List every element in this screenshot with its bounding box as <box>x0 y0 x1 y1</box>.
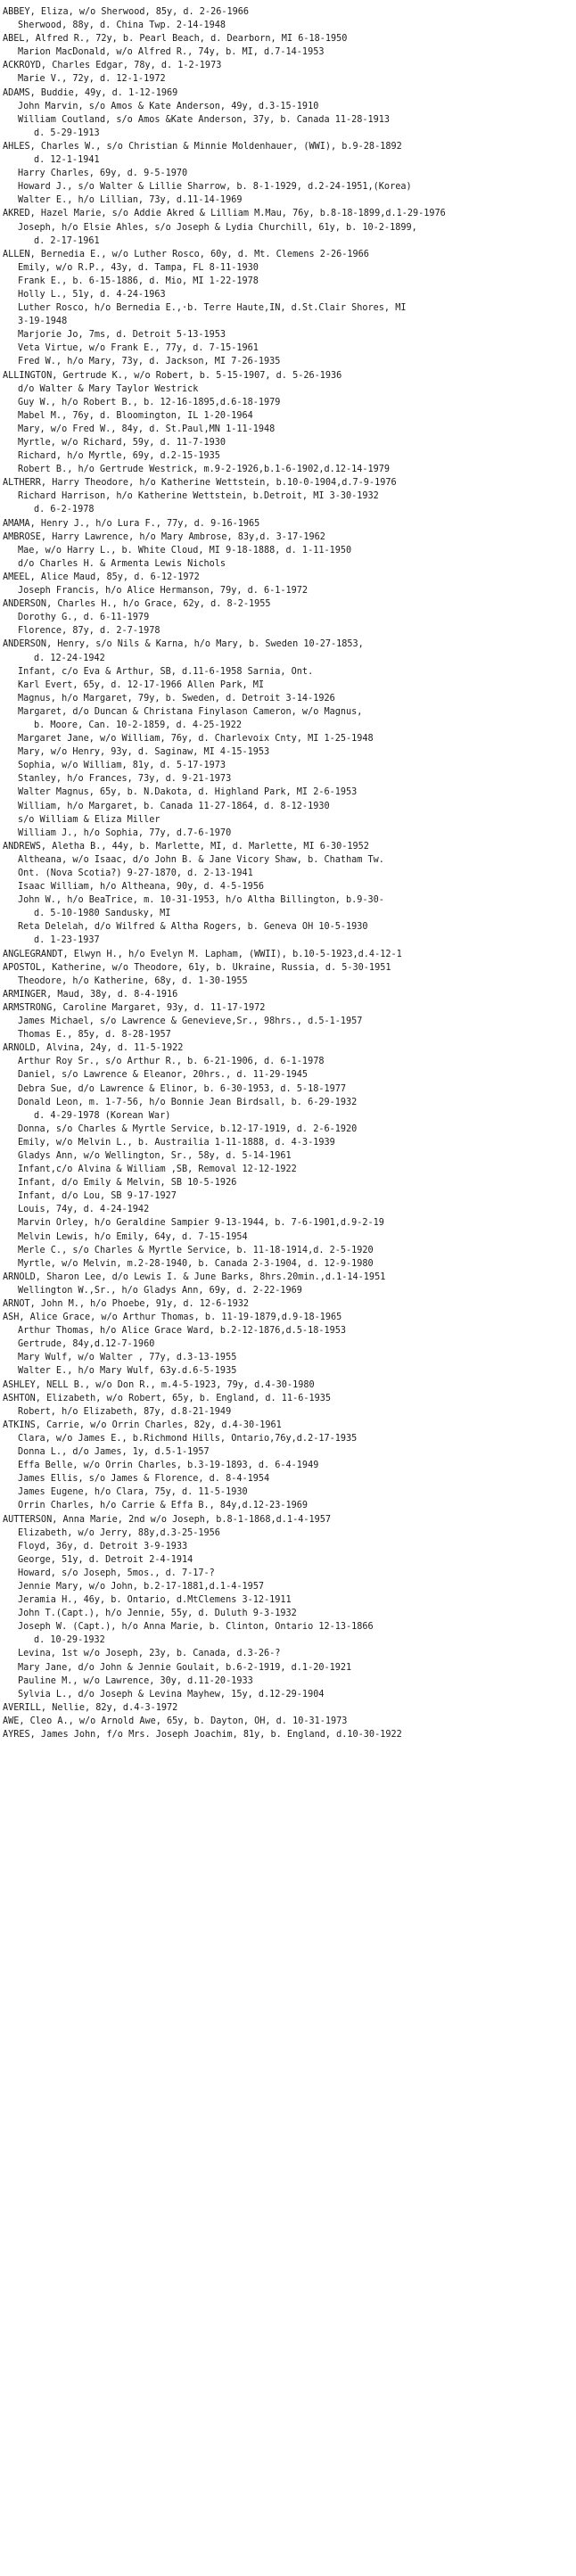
family-member-line: Magnus, h/o Margaret, 79y, b. Sweden, d. Detroit 3-14-1926 <box>18 693 335 704</box>
family-member-line: d/o Charles H. & Armenta Lewis Nichols <box>18 558 226 569</box>
surname-entry-line: ARNOLD, Sharon Lee, d/o Lewis I. & June Barks, 8hrs.20min.,d.1-14-1951 <box>3 1272 386 1282</box>
family-member-line: d/o Walter & Mary Taylor Westrick <box>18 383 199 394</box>
continuation-line: d. 6-2-1978 <box>34 505 95 515</box>
family-member-line: Florence, 87y, d. 2-7-1978 <box>18 626 160 637</box>
family-member-line: John W., h/o BeaTrice, m. 10-31-1953, h/o Altha Billington, b.9-30- <box>18 895 384 906</box>
family-member-line: Karl Evert, 65y, d. 12-17-1966 Allen Park, MI <box>18 679 265 690</box>
surname-entry-line: AUTTERSON, Anna Marie, 2nd w/o Joseph, b.8-1-1868,d.1-4-1957 <box>3 1514 332 1525</box>
family-member-line: Sherwood, 88y, d. China Twp. 2-14-1948 <box>18 21 226 31</box>
family-member-line: Dorothy G., d. 6-11-1979 <box>18 613 150 623</box>
family-member-line: Arthur Roy Sr., s/o Arthur R., b. 6-21-1906, d. 6-1-1978 <box>18 1057 325 1067</box>
family-member-line: Myrtle, w/o Richard, 59y, d. 11-7-1930 <box>18 438 226 448</box>
family-member-line: James Ellis, s/o James & Florence, d. 8-4-1954 <box>18 1474 270 1485</box>
continuation-line: d. 10-29-1932 <box>34 1635 105 1646</box>
family-member-line: Guy W., h/o Robert B., b. 12-16-1895,d.6-18-1979 <box>18 397 281 407</box>
family-member-line: Gertrude, 84y,d.12-7-1960 <box>18 1339 155 1350</box>
family-member-line: Clara, w/o James E., b.Richmond Hills, Ontario,76y,d.2-17-1935 <box>18 1433 358 1444</box>
continuation-line: d. 4-29-1978 (Korean War) <box>34 1110 171 1121</box>
family-member-line: Infant, c/o Eva & Arthur, SB, d.11-6-1958 Sarnia, Ont. <box>18 666 314 677</box>
family-member-line: Floyd, 36y, d. Detroit 3-9-1933 <box>18 1541 188 1551</box>
family-member-line: Louis, 74y, d. 4-24-1942 <box>18 1205 150 1215</box>
family-member-line: William Coutland, s/o Amos &Kate Anderson, 37y, b. Canada 11-28-1913 <box>18 114 391 125</box>
family-member-line: Joseph Francis, h/o Alice Hermanson, 79y, d. 6-1-1972 <box>18 586 309 597</box>
family-member-line: Howard, s/o Joseph, 5mos., d. 7-17-? <box>18 1568 215 1578</box>
family-member-line: Marjorie Jo, 7ms, d. Detroit 5-13-1953 <box>18 330 226 341</box>
family-member-line: Wellington W.,Sr., h/o Gladys Ann, 69y, d. 2-22-1969 <box>18 1285 302 1296</box>
family-member-line: George, 51y, d. Detroit 2-4-1914 <box>18 1554 193 1565</box>
surname-entry-line: ARNOT, John M., h/o Phoebe, 91y, d. 12-6-1932 <box>3 1299 250 1309</box>
surname-entry-line: AMEEL, Alice Maud, 85y, d. 6-12-1972 <box>3 572 200 582</box>
family-member-line: Infant, d/o Emily & Melvin, SB 10-5-1926 <box>18 1178 237 1189</box>
family-member-line: Walter Magnus, 65y, b. N.Dakota, d. Highland Park, MI 2-6-1953 <box>18 787 358 798</box>
family-member-line: Levina, 1st w/o Joseph, 23y, b. Canada, d.3-26-? <box>18 1649 281 1659</box>
surname-entry-line: ADAMS, Buddie, 49y, d. 1-12-1969 <box>3 87 178 98</box>
family-member-line: Jeramia H., 46y, b. Ontario, d.MtClemens 3-12-1911 <box>18 1595 292 1606</box>
family-member-line: Mary Jane, d/o John & Jennie Goulait, b.6-2-1919, d.1-20-1921 <box>18 1662 352 1673</box>
family-member-line: Altheana, w/o Isaac, d/o John B. & Jane Vicory Shaw, b. Chatham Tw. <box>18 854 384 865</box>
continuation-line: d. 1-23-1937 <box>34 935 100 946</box>
family-member-line: John Marvin, s/o Amos & Kate Anderson, 49y, d.3-15-1910 <box>18 101 319 111</box>
family-member-line: Ont. (Nova Scotia?) 9-27-1870, d. 2-13-1941 <box>18 868 253 878</box>
family-member-line: Robert B., h/o Gertrude Westrick, m.9-2-1926,b.1-6-1902,d.12-14-1979 <box>18 465 391 475</box>
surname-entry-line: ARMINGER, Maud, 38y, d. 8-4-1916 <box>3 989 178 1000</box>
surname-entry-line: ABEL, Alfred R., 72y, b. Pearl Beach, d. Dearborn, MI 6-18-1950 <box>3 34 348 45</box>
surname-entry-line: AVERILL, Nellie, 82y, d.4-3-1972 <box>3 1702 178 1713</box>
family-member-line: Thomas E., 85y, d. 8-28-1957 <box>18 1030 171 1041</box>
family-member-line: Margaret Jane, w/o William, 76y, d. Charlevoix Cnty, MI 1-25-1948 <box>18 734 374 745</box>
family-member-line: Infant,c/o Alvina & William ,SB, Removal 12-12-1922 <box>18 1165 297 1175</box>
family-member-line: Arthur Thomas, h/o Alice Grace Ward, b.2-12-1876,d.5-18-1953 <box>18 1326 347 1337</box>
surname-entry-line: ALLEN, Bernedia E., w/o Luther Rosco, 60y, d. Mt. Clemens 2-26-1966 <box>3 249 369 259</box>
family-member-line: Howard J., s/o Walter & Lillie Sharrow, b. 8-1-1929, d.2-24-1951,(Korea) <box>18 182 412 193</box>
continuation-line: d. 5-29-1913 <box>34 128 100 138</box>
surname-entry-line: ALLINGTON, Gertrude K., w/o Robert, b. 5-15-1907, d. 5-26-1936 <box>3 370 342 381</box>
family-member-line: Veta Virtue, w/o Frank E., 77y, d. 7-15-1961 <box>18 343 259 354</box>
surname-entry-line: APOSTOL, Katherine, w/o Theodore, 61y, b. Ukraine, Russia, d. 5-30-1951 <box>3 962 391 973</box>
family-member-line: Jennie Mary, w/o John, b.2-17-1881,d.1-4-1957 <box>18 1581 265 1592</box>
surname-entry-line: AWE, Cleo A., w/o Arnold Awe, 65y, b. Dayton, OH, d. 10-31-1973 <box>3 1716 348 1726</box>
family-member-line: Effa Belle, w/o Orrin Charles, b.3-19-1893, d. 6-4-1949 <box>18 1461 319 1471</box>
family-member-line: Donald Leon, m. 1-7-56, h/o Bonnie Jean Birdsall, b. 6-29-1932 <box>18 1097 358 1107</box>
family-member-line: Stanley, h/o Frances, 73y, d. 9-21-1973 <box>18 774 232 785</box>
family-member-line: Harry Charles, 69y, d. 9-5-1970 <box>18 169 188 179</box>
surname-entry-line: ASHTON, Elizabeth, w/o Robert, 65y, b. England, d. 11-6-1935 <box>3 1393 332 1403</box>
family-member-line: Frank E., b. 6-15-1886, d. Mio, MI 1-22-1978 <box>18 276 259 286</box>
family-member-line: Isaac William, h/o Altheana, 90y, d. 4-5-1956 <box>18 882 265 893</box>
family-member-line: John T.(Capt.), h/o Jennie, 55y, d. Duluth 9-3-1932 <box>18 1609 297 1619</box>
surname-entry-line: ANDREWS, Aletha B., 44y, b. Marlette, MI, d. Marlette, MI 6-30-1952 <box>3 841 369 852</box>
family-member-line: s/o William & Eliza Miller <box>18 814 160 825</box>
family-member-line: Myrtle, w/o Melvin, m.2-28-1940, b. Canada 2-3-1904, d. 12-9-1980 <box>18 1258 374 1269</box>
family-member-line: Gladys Ann, w/o Wellington, Sr., 58y, d. 5-14-1961 <box>18 1150 292 1161</box>
family-member-line: 3-19-1948 <box>18 317 68 327</box>
surname-entry-line: ARNOLD, Alvina, 24y, d. 11-5-1922 <box>3 1043 184 1054</box>
surname-entry-line: ABBEY, Eliza, w/o Sherwood, 85y, d. 2-26-1966 <box>3 7 250 17</box>
continuation-line: d. 5-10-1980 Sandusky, MI <box>34 909 171 919</box>
family-member-line: Elizabeth, w/o Jerry, 88y,d.3-25-1956 <box>18 1527 220 1538</box>
family-member-line: Emily, w/o Melvin L., b. Austrailia 1-11-1888, d. 4-3-1939 <box>18 1137 335 1148</box>
family-member-line: Marion MacDonald, w/o Alfred R., 74y, b. MI, d.7-14-1953 <box>18 47 325 58</box>
surname-entry-line: ANGLEGRANDT, Elwyn H., h/o Evelyn M. Lapham, (WWII), b.10-5-1923,d.4-12-1 <box>3 949 402 959</box>
family-member-line: James Eugene, h/o Clara, 75y, d. 11-5-1930 <box>18 1487 248 1498</box>
family-member-line: Mary, w/o Henry, 93y, d. Saginaw, MI 4-15-1953 <box>18 747 270 758</box>
surname-entry-line: AKRED, Hazel Marie, s/o Addie Akred & Lilliam M.Mau, 76y, b.8-18-1899,d.1-29-1976 <box>3 209 446 219</box>
continuation-line: b. Moore, Can. 10-2-1859, d. 4-25-1922 <box>34 720 243 730</box>
family-member-line: Margaret, d/o Duncan & Christana Finylason Cameron, w/o Magnus, <box>18 706 363 717</box>
family-member-line: Richard Harrison, h/o Katherine Wettstein, b.Detroit, MI 3-30-1932 <box>18 491 379 502</box>
continuation-line: d. 2-17-1961 <box>34 235 100 246</box>
family-member-line: Mary Wulf, w/o Walter , 77y, d.3-13-1955 <box>18 1353 237 1363</box>
family-member-line: Donna L., d/o James, 1y, d.5-1-1957 <box>18 1447 210 1458</box>
surname-entry-line: ASH, Alice Grace, w/o Arthur Thomas, b. 11-19-1879,d.9-18-1965 <box>3 1313 342 1323</box>
continuation-line: d. 12-1-1941 <box>34 155 100 166</box>
continuation-line: d. 12-24-1942 <box>34 653 105 663</box>
family-member-line: Joseph, h/o Elsie Ahles, s/o Joseph & Lydia Churchill, 61y, b. 10-2-1899, <box>18 222 417 233</box>
family-member-line: Daniel, s/o Lawrence & Eleanor, 20hrs., d. 11-29-1945 <box>18 1070 309 1081</box>
family-member-line: Richard, h/o Myrtle, 69y, d.2-15-1935 <box>18 451 220 462</box>
family-member-line: Sylvia L., d/o Joseph & Levina Mayhew, 15y, d.12-29-1904 <box>18 1689 325 1700</box>
family-member-line: Walter E., h/o Lillian, 73y, d.11-14-1969 <box>18 195 243 206</box>
family-member-line: Marvin Orley, h/o Geraldine Sampier 9-13-1944, b. 7-6-1901,d.9-2-19 <box>18 1218 384 1229</box>
surname-entry-line: ATKINS, Carrie, w/o Orrin Charles, 82y, d.4-30-1961 <box>3 1420 282 1430</box>
family-member-line: Melvin Lewis, h/o Emily, 64y, d. 7-15-1954 <box>18 1231 248 1242</box>
surname-entry-line: ALTHERR, Harry Theodore, h/o Katherine Wettstein, b.10-0-1904,d.7-9-1976 <box>3 478 397 489</box>
family-member-line: Walter E., h/o Mary Wulf, 63y.d.6-5-1935 <box>18 1366 237 1377</box>
surname-entry-line: AMBROSE, Harry Lawrence, h/o Mary Ambrose, 83y,d. 3-17-1962 <box>3 531 325 542</box>
family-member-line: Marie V., 72y, d. 12-1-1972 <box>18 74 166 85</box>
surname-entry-line: AHLES, Charles W., s/o Christian & Minnie Moldenhauer, (WWI), b.9-28-1892 <box>3 141 402 152</box>
family-member-line: Sophia, w/o William, 81y, d. 5-17-1973 <box>18 761 226 771</box>
family-member-line: Joseph W. (Capt.), h/o Anna Marie, b. Clinton, Ontario 12-13-1866 <box>18 1622 374 1633</box>
family-member-line: Infant, d/o Lou, SB 9-17-1927 <box>18 1191 177 1202</box>
surname-entry-line: ANDERSON, Charles H., h/o Grace, 62y, d. 8-2-1955 <box>3 599 271 610</box>
family-member-line: Mae, w/o Harry L., b. White Cloud, MI 9-18-1888, d. 1-11-1950 <box>18 545 352 556</box>
family-member-line: Orrin Charles, h/o Carrie & Effa B., 84y,d.12-23-1969 <box>18 1501 309 1511</box>
surname-entry-line: ASHLEY, NELL B., w/o Don R., m.4-5-1923, 79y, d.4-30-1980 <box>3 1379 315 1390</box>
family-member-line: Holly L., 51y, d. 4-24-1963 <box>18 289 166 300</box>
family-member-line: Pauline M., w/o Lawrence, 30y, d.11-20-1933 <box>18 1675 253 1686</box>
family-member-line: Mabel M., 76y, d. Bloomington, IL 1-20-1964 <box>18 410 253 421</box>
family-member-line: Emily, w/o R.P., 43y, d. Tampa, FL 8-11-1930 <box>18 262 259 273</box>
family-member-line: Donna, s/o Charles & Myrtle Service, b.12-17-1919, d. 2-6-1920 <box>18 1123 358 1134</box>
surname-entry-line: ACKROYD, Charles Edgar, 78y, d. 1-2-1973 <box>3 61 222 71</box>
family-member-line: Reta Delelah, d/o Wilfred & Altha Rogers, b. Geneva OH 10-5-1930 <box>18 922 368 933</box>
surname-entry-line: AMAMA, Henry J., h/o Lura F., 77y, d. 9-16-1965 <box>3 518 260 529</box>
family-member-line: Merle C., s/o Charles & Myrtle Service, b. 11-18-1914,d. 2-5-1920 <box>18 1245 374 1255</box>
family-member-line: Mary, w/o Fred W., 84y, d. St.Paul,MN 1-11-1948 <box>18 424 276 434</box>
surname-entry-line: ANDERSON, Henry, s/o Nils & Karna, h/o Mary, b. Sweden 10-27-1853, <box>3 639 364 650</box>
surname-entry-line: AYRES, James John, f/o Mrs. Joseph Joachim, 81y, b. England, d.10-30-1922 <box>3 1730 402 1740</box>
family-member-line: William J., h/o Sophia, 77y, d.7-6-1970 <box>18 827 232 838</box>
surname-entry-line: ARMSTRONG, Caroline Margaret, 93y, d. 11-17-1972 <box>3 1002 266 1013</box>
family-member-line: William, h/o Margaret, b. Canada 11-27-1864, d. 8-12-1930 <box>18 801 330 811</box>
family-member-line: Robert, h/o Elizabeth, 87y, d.8-21-1949 <box>18 1406 232 1417</box>
family-member-line: Theodore, h/o Katherine, 68y, d. 1-30-1955 <box>18 975 248 986</box>
family-member-line: Debra Sue, d/o Lawrence & Elinor, b. 6-30-1953, d. 5-18-1977 <box>18 1083 347 1094</box>
family-member-line: Luther Rosco, h/o Bernedia E.,·b. Terre Haute,IN, d.St.Clair Shores, MI <box>18 303 407 314</box>
family-member-line: Fred W., h/o Mary, 73y, d. Jackson, MI 7-26-1935 <box>18 357 281 367</box>
family-member-line: James Michael, s/o Lawrence & Genevieve,Sr., 98hrs., d.5-1-1957 <box>18 1016 363 1027</box>
